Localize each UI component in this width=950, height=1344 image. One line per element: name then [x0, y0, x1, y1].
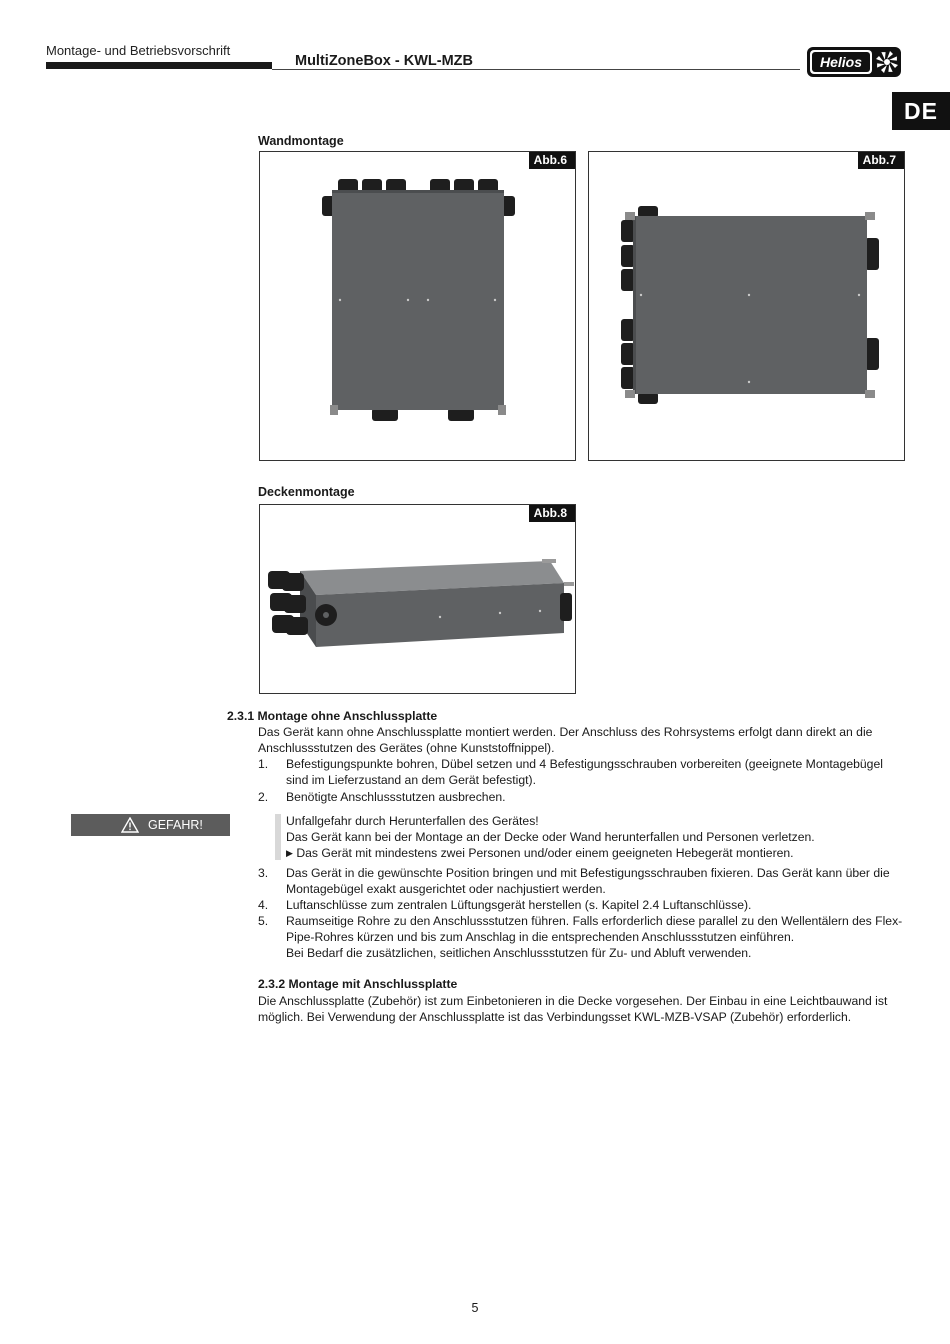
logo-text: Helios — [819, 54, 863, 70]
section-2-3-2-text-1: Die Anschlussplatte (Zubehör) ist zum Einbetonieren in die Decke vorgesehen. Der Einbau in eine Leichtbauwand ist — [258, 994, 888, 1008]
section-2-3-1-intro-2: Anschlussstutzen des Gerätes (ohne Kunststoffnippel). — [258, 741, 555, 755]
section-2-3-2-heading: 2.3.2 Montage mit Anschlussplatte — [258, 977, 458, 991]
unit-front-view-image — [260, 152, 577, 462]
figure-6-label: Abb.6 — [529, 152, 575, 169]
header-rule-thin — [272, 69, 800, 70]
wall-mount-heading: Wandmontage — [258, 134, 344, 148]
document-type: Montage- und Betriebsvorschrift — [46, 43, 231, 58]
figure-6 — [259, 151, 576, 461]
header-rule-thick — [46, 62, 272, 69]
helios-logo — [806, 46, 902, 78]
figure-8 — [259, 504, 576, 694]
triangle-bullet-icon: ▶ — [286, 848, 293, 858]
warning-triangle-icon — [121, 817, 139, 833]
section-2-3-2-text-2: möglich. Bei Verwendung der Anschlussplatte ist das Verbindungsset KWL-MZB-VSAP (Zubehör) erforderlich. — [258, 1010, 852, 1024]
language-tab: DE — [892, 92, 950, 130]
danger-action: ▶ Das Gerät mit mindestens zwei Personen und/oder einem geeigneten Hebegerät montieren. — [286, 846, 794, 860]
unit-side-view-image — [589, 152, 906, 462]
product-title: MultiZoneBox - KWL-MZB — [295, 53, 473, 69]
page-number: 5 — [471, 1301, 479, 1315]
figure-7-label: Abb.7 — [858, 152, 904, 169]
danger-text: Das Gerät kann bei der Montage an der Decke oder Wand herunterfallen und Personen verletzen. — [286, 830, 815, 844]
unit-ceiling-view-image — [260, 505, 577, 695]
section-2-3-1-heading: 2.3.1 Montage ohne Anschlussplatte — [227, 709, 438, 723]
list-item: 4. Luftanschlüsse zum zentralen Lüftungsgerät herstellen (s. Kapitel 2.4 Luftanschlüsse). — [258, 898, 752, 912]
danger-badge-label: GEFAHR! — [148, 818, 203, 832]
section-2-3-1-intro-1: Das Gerät kann ohne Anschlussplatte montiert werden. Der Anschluss des Rohrsystems erfolgt dann direkt an die — [258, 725, 873, 739]
list-item: 5. Raumseitige Rohre zu den Anschlussstutzen führen. Falls erforderlich diese parallel zu den Wellentälern des Flex- Pipe-Rohres kürzen und bis zum Anschlag in die entsprechenden Anschlussstutzen einführen. Bei Bedarf die zusätzlichen, seitlichen Anschlussstutzen für Zu- und Abluft verwenden. — [258, 914, 903, 960]
danger-badge — [71, 814, 230, 836]
danger-title: Unfallgefahr durch Herunterfallen des Gerätes! — [286, 814, 539, 828]
list-item: 2. Benötigte Anschlussstutzen ausbrechen. — [258, 790, 506, 804]
warning-side-bar — [275, 814, 281, 860]
figure-7 — [588, 151, 905, 461]
ceiling-mount-heading: Deckenmontage — [258, 485, 355, 499]
figure-8-label: Abb.8 — [529, 505, 575, 522]
list-item: 1. Befestigungspunkte bohren, Dübel setzen und 4 Befestigungsschrauben vorbereiten (geeignete Montagebügel sind im Lieferzustand an dem Gerät befestigt). — [258, 757, 883, 787]
list-item: 3. Das Gerät in die gewünschte Position bringen und mit Befestigungsschrauben fixieren. Das Gerät kann über die Montagebügel exakt ausgerichtet oder nachjustiert werden. — [258, 866, 890, 896]
